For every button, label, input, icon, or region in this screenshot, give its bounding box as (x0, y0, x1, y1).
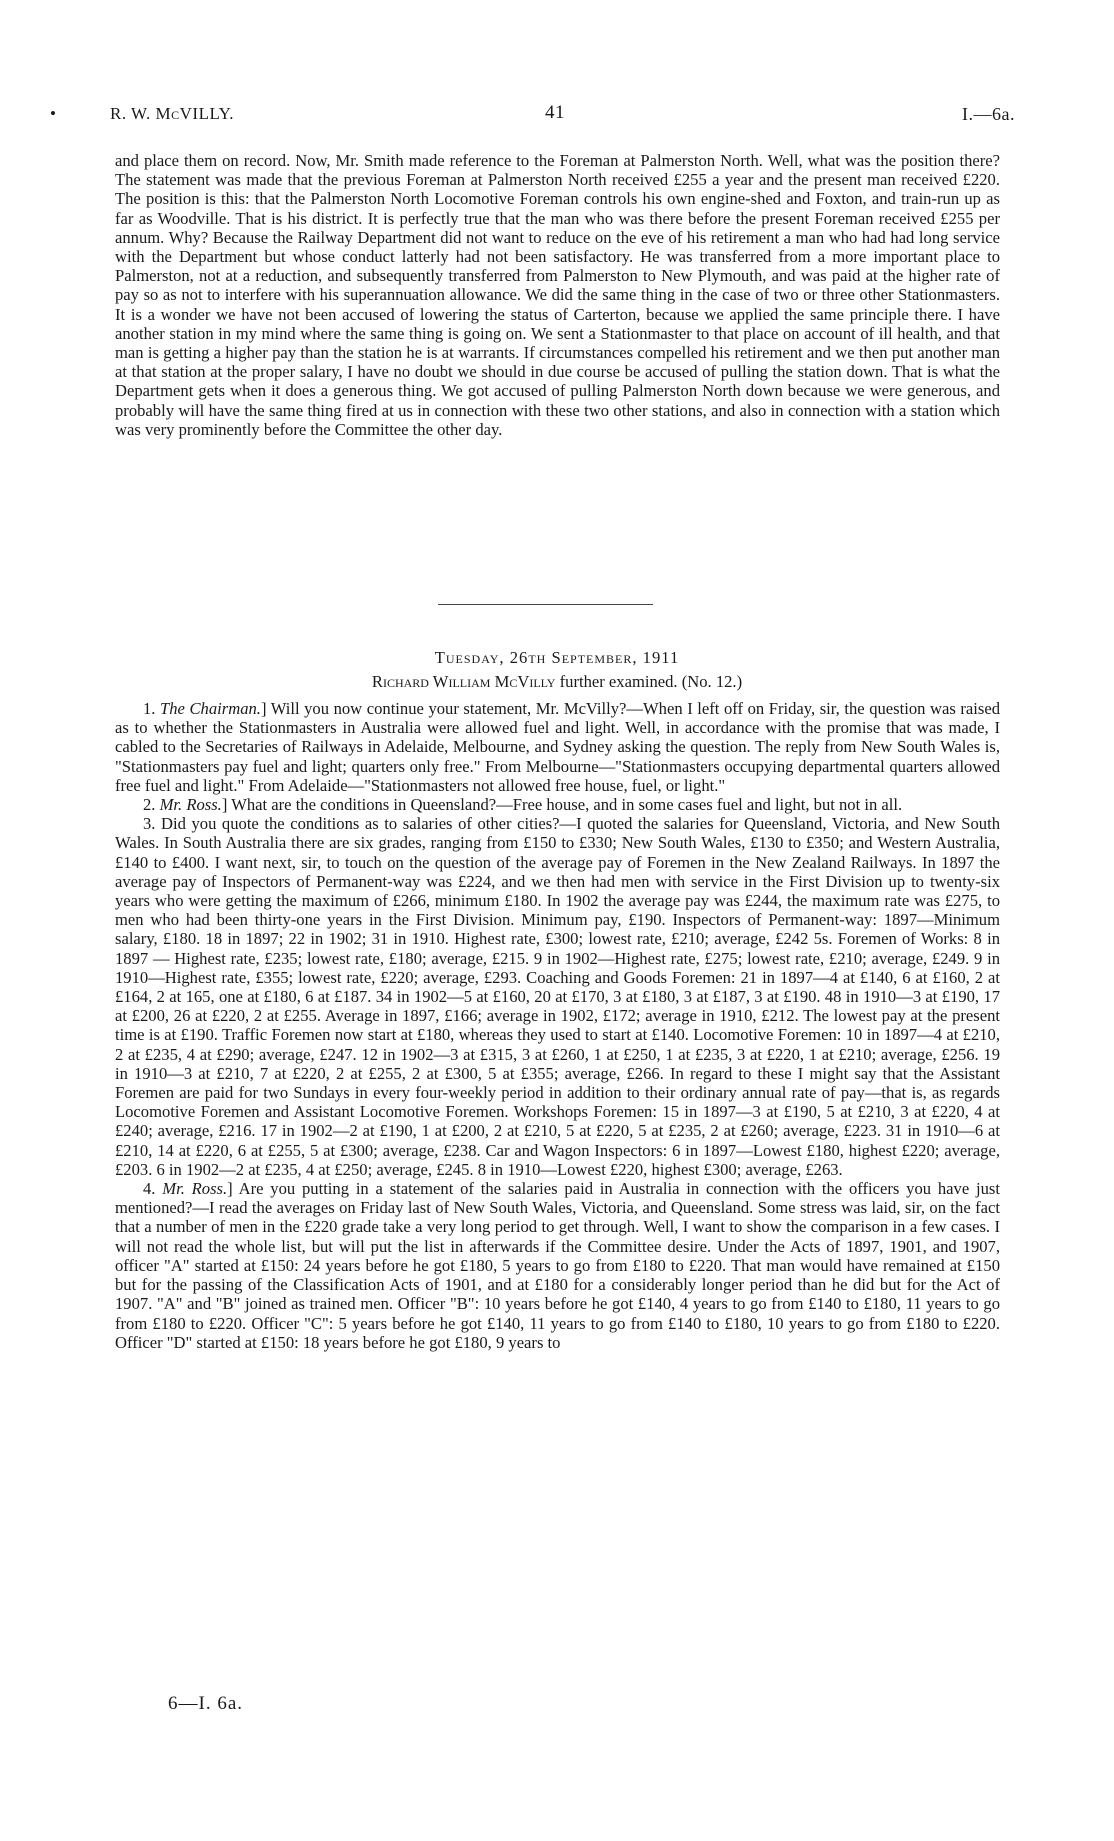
paper-reference: I.—6a. (962, 104, 1015, 124)
witness-name: Richard William McVilly (371, 672, 556, 691)
witness-line (0, 672, 1114, 692)
signature-mark: 6—I. 6a. (168, 1693, 244, 1714)
question-number: 2. (143, 795, 160, 815)
page-header (50, 102, 1015, 132)
session-date: Tuesday, 26th September, 1911 (434, 648, 680, 667)
header-witness-name: R. W. McVILLY. (110, 104, 234, 123)
question-text: ] What are the conditions in Queensland?—Free house, and in some cases fuel and light, but not in all. (221, 795, 903, 815)
continuation-paragraph (115, 151, 1000, 439)
testimony (115, 699, 1000, 1352)
continuation-text: and place them on record. Now, Mr. Smith made reference to the Foreman at Palmerston North. Well, what was the position there? The statement was made that the previous Foreman at Palmerston North received £255 a year and the present man received £220. The position is this: that the Palmerston North Locomotive Foreman controls his own engine-shed and Foxton, and train-run up as far as Woodville. That is his district. It is perfectly true that the man who was there before the present Foreman received £255 per annum. Why? Because the Railway Department did not want to reduce on the eve of his retirement a man who had had long service with the Department but whose conduct latterly had not been satisfactory. He was transferred from a more important place to Palmerston, not at a reduction, and subsequently transferred from Palmerston to New Plymouth, and was paid at the higher rate of pay so as not to interfere with his superannuation allowance. We did the same thing in the case of two or three other Stationmasters. It is a wonder we have not been accused of lowering the status of Carterton, because we applied the same principle there. I have another station in my mind where the same thing is going on. We sent a Stationmaster to that place on account of ill health, and that man is getting a higher pay than the station he is at warrants. If circumstances compelled his retirement and we then put another man at that station at the proper salary, I have no doubt we should in due course be accused of pulling the station down. That is what the Department gets when it does a generous thing. We got accused of pulling Palmerston North down because we were generous, and probably will have the same thing fired at us in connection with these two other stations, and also in connection with a station which was very prominently before the Committee the other day. (115, 151, 1000, 439)
question-text: Did you quote the conditions as to salaries of other cities?—I quoted the salaries for Queensland, Victoria, and New South Wales. In South Australia there are six grades, ranging from £150 to £330; New South Wales, £130 to £350; and Western Australia, £140 to £400. I want next, sir, to touch on the question of the average pay of Foremen in the New Zealand Railways. In 1897 the average pay of Inspectors of Permanent-way was £224, and we then had men with service in the First Division up to twenty-six years who were getting the maximum of £266, minimum £180. In 1902 the average pay was £244, the maximum rate was £275, to men who had been thirty-one years in the First Division. Minimum pay, £190. Inspectors of Permanent-way: 1897—Minimum salary, £180. 18 in 1897; 22 in 1902; 31 in 1910. Highest rate, £300; lowest rate, £210; average, £242 5s. Foremen of Works: 8 in 1897 — Highest rate, £235; lowest rate, £180; average, £215. 9 in 1902—Highest rate, £275; lowest rate, £210; average, £249. 9 in 1910—Highest rate, £355; lowest rate, £220; average, £293. Coaching and Goods Foremen: 21 in 1897—4 at £140, 6 at £160, 2 at £164, 2 at 165, one at £180, 6 at £187. 34 in 1902—5 at £160, 20 at £170, 3 at £180, 3 at £187, 3 at £190. 48 in 1910—3 at £190, 17 at £200, 26 at £220, 2 at £255. Average in 1897, £166; average in 1902, £172; average in 1910, £212. The lowest pay at the present time is at £190. Traffic Foremen now start at £180, whereas they used to start at £140. Locomotive Foremen: 10 in 1897—4 at £210, 2 at £235, 4 at £290; average, £247. 12 in 1902—3 at £315, 3 at £260, 1 at £250, 1 at £235, 3 at £220, 1 at £210; average, £256. 19 in 1910—3 at £210, 7 at £220, 2 at £255, 2 at £300, 5 at £355; average, £266. In regard to these I might say that the Assistant Foremen are paid for two Sundays in every four-weekly period in addition to their ordinary annual rate of pay—that is, as regards Locomotive Foremen and Assistant Locomotive Foremen. Workshops Foremen: 15 in 1897—3 at £190, 5 at £210, 3 at £220, 4 at £240; average, £216. 17 in 1902—2 at £190, 1 at £200, 2 at £210, 5 at £220, 5 at £235, 2 at £260; average, £223. 31 in 1910—6 at £210, 14 at £220, 6 at £255, 5 at £300; average, £238. Car and Wagon Inspectors: 6 in 1897—Lowest £180, highest £220; average, £203. 6 in 1902—2 at £235, 4 at £250; average, £245. 8 in 1910—Lowest £220, highest £300; average, £263. (115, 814, 1000, 1179)
question-number: 4. (143, 1179, 163, 1199)
question-paragraph (115, 1179, 1000, 1352)
speaker: The Chairman. (160, 699, 261, 718)
bullet-mark: • (50, 104, 57, 123)
question-paragraph (115, 699, 1000, 795)
question-paragraph (115, 795, 1000, 814)
speaker: Mr. Ross. (162, 1179, 228, 1199)
speaker: Mr. Ross. (159, 795, 222, 815)
question-number: 3. (143, 814, 162, 834)
question-paragraph (115, 814, 1000, 1179)
section-divider (438, 604, 653, 605)
question-number: 1. (143, 699, 161, 718)
question-text: ] Are you putting in a statement of the salaries paid in Australia in connection with the officers you have just mentioned?—I read the averages on Friday last of New South Wales, Victoria, and Queensland. Some stress was laid, sir, on the fact that a number of men in the £220 grade take a very long period to get through. Well, I want to show the comparison in a few cases. I will not read the whole list, but will put the list in afterwards if the Committee desire. Under the Acts of 1897, 1901, and 1907, officer "A" started at £150: 24 years before he got £180, 5 years to go from £180 to £220. That man would have remained at £150 but for the passing of the Classification Acts of 1901, and at £180 for a considerably longer period than he did but for the Act of 1907. "A" and "B" joined as trained men. Officer "B": 10 years before he got £140, 4 years to go from £140 to £180, 11 years to go from £180 to £220. Officer "C": 5 years before he got £140, 11 years to go from £140 to £180, 10 years to go from £180 to £220. Officer "D" started at £150: 18 years before he got £180, 9 years to (115, 1179, 1000, 1352)
witness-line-rest: further examined. (No. 12.) (555, 672, 743, 691)
question-text: ] Will you now continue your statement, Mr. McVilly?—When I left off on Friday, sir, the question was raised as to whether the Stationmasters in Australia were allowed fuel and light. Well, in accordance with the promise that was made, I cabled to the Secretaries of Railways in Adelaide, Melbourne, and Sydney asking the question. The reply from New South Wales is, "Stationmasters pay fuel and light; quarters only free." From Melbourne—"Stationmasters occupying departmental quarters allowed free fuel and light." From Adelaide—"Stationmasters not allowed free house, fuel, or light." (115, 699, 1000, 795)
page-number: 41 (545, 102, 565, 123)
